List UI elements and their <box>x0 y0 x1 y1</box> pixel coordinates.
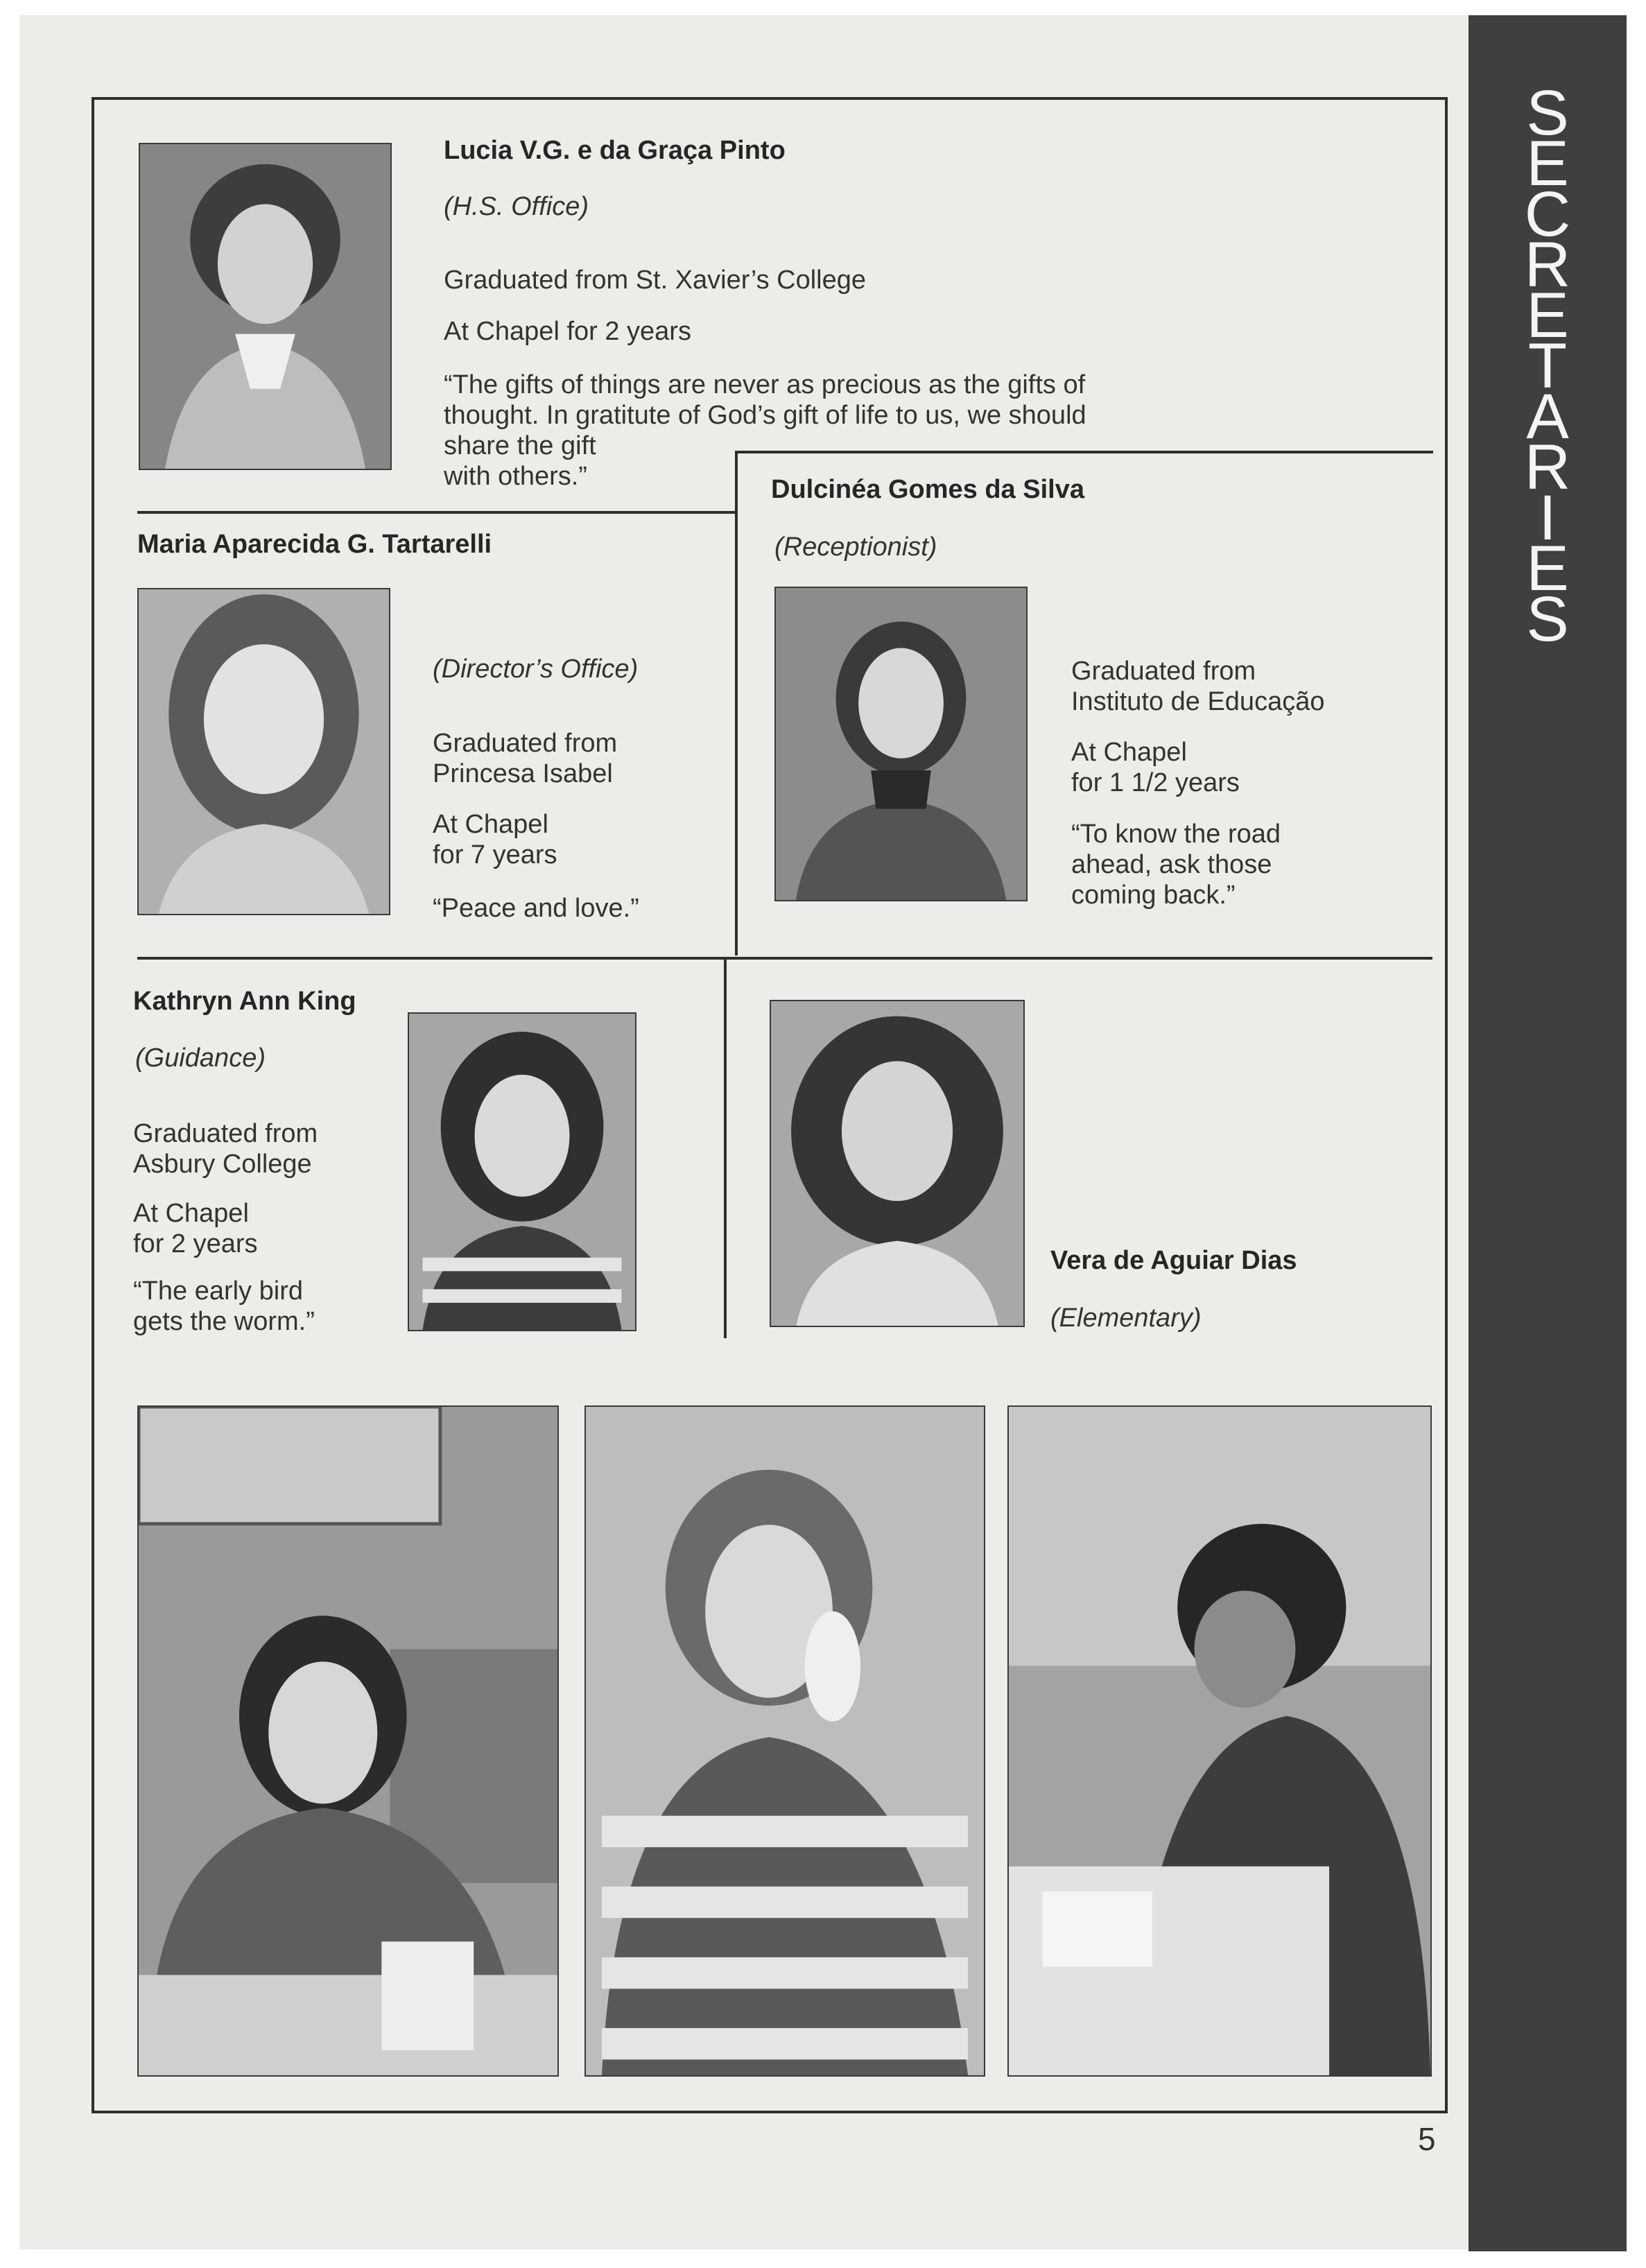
sidebar-letter: A <box>1526 381 1569 452</box>
text-line: Instituto de Educação <box>1071 687 1325 716</box>
text-line: for 7 years <box>433 840 557 869</box>
sidebar-letter: E <box>1526 128 1569 199</box>
sidebar-letter: E <box>1526 280 1569 351</box>
staff-tenure <box>133 1198 258 1259</box>
section-title <box>1469 78 1627 655</box>
sidebar-letter: S <box>1526 78 1569 148</box>
quote-line: coming back.” <box>1071 881 1236 910</box>
portrait-dulcinea <box>774 587 1028 901</box>
sidebar-letter: I <box>1539 483 1557 553</box>
divider <box>735 451 738 955</box>
candid-photo-paperwork <box>1007 1405 1432 2077</box>
portrait-vera <box>770 1000 1025 1327</box>
staff-role: (Elementary) <box>1050 1304 1202 1333</box>
staff-graduation <box>1071 656 1324 717</box>
staff-role: (H.S. Office) <box>444 192 589 221</box>
text-line: Graduated from <box>133 1119 318 1148</box>
quote-line: thought. In gratitute of God’s gift of life to us, we should <box>444 401 1086 430</box>
candid-photo-desk <box>137 1405 559 2077</box>
staff-role: (Director’s Office) <box>433 655 639 684</box>
quote-line: share the gift <box>444 431 596 460</box>
sidebar-letter: E <box>1526 533 1569 604</box>
staff-quote <box>1071 819 1281 910</box>
candid-photo-telephone <box>584 1405 985 2077</box>
quote-line: “To know the road <box>1071 820 1281 849</box>
staff-role: (Guidance) <box>135 1044 266 1073</box>
text-line: Graduated from <box>433 729 618 758</box>
text-line: At Chapel <box>133 1199 249 1228</box>
sidebar-letter: S <box>1526 584 1569 655</box>
staff-name: Lucia V.G. e da Graça Pinto <box>444 136 786 165</box>
divider <box>724 957 727 1338</box>
staff-name: Kathryn Ann King <box>133 987 356 1016</box>
portrait-kathryn <box>408 1012 636 1331</box>
portrait-maria <box>137 588 390 915</box>
divider <box>137 957 1432 960</box>
sidebar-letter: C <box>1524 179 1571 250</box>
staff-graduation <box>433 728 617 789</box>
staff-name: Dulcinéa Gomes da Silva <box>771 475 1084 504</box>
staff-tenure <box>1071 737 1240 798</box>
text-line: Princesa Isabel <box>433 759 613 788</box>
text-line: At Chapel <box>433 810 548 839</box>
staff-name: Vera de Aguiar Dias <box>1050 1246 1297 1275</box>
staff-name: Maria Aparecida G. Tartarelli <box>137 530 492 559</box>
text-line: At Chapel <box>1071 738 1187 767</box>
staff-graduation <box>133 1118 318 1179</box>
quote-line: gets the worm.” <box>133 1307 315 1336</box>
staff-graduation: Graduated from St. Xavier’s College <box>444 266 867 295</box>
text-line: for 2 years <box>133 1229 258 1258</box>
quote-line: with others.” <box>444 462 587 491</box>
staff-quote <box>133 1276 315 1337</box>
text-line: Asbury College <box>133 1150 312 1179</box>
quote-line: ahead, ask those <box>1071 850 1272 879</box>
page-number: 5 <box>1418 2121 1436 2157</box>
staff-quote: “Peace and love.” <box>433 894 639 923</box>
staff-quote <box>444 370 1086 492</box>
divider <box>137 511 738 514</box>
staff-tenure <box>433 809 557 870</box>
quote-line: “The gifts of things are never as precious as the gifts of <box>444 370 1086 399</box>
sidebar-letter: R <box>1524 230 1571 300</box>
section-sidebar <box>1469 15 1627 2251</box>
text-line: for 1 1/2 years <box>1071 768 1240 797</box>
sidebar-letter: T <box>1527 331 1568 401</box>
sidebar-letter: R <box>1524 432 1571 503</box>
staff-role: (Receptionist) <box>774 533 937 562</box>
portrait-lucia <box>139 143 392 470</box>
quote-line: “The early bird <box>133 1276 303 1306</box>
staff-tenure: At Chapel for 2 years <box>444 317 691 346</box>
text-line: Graduated from <box>1071 657 1256 686</box>
